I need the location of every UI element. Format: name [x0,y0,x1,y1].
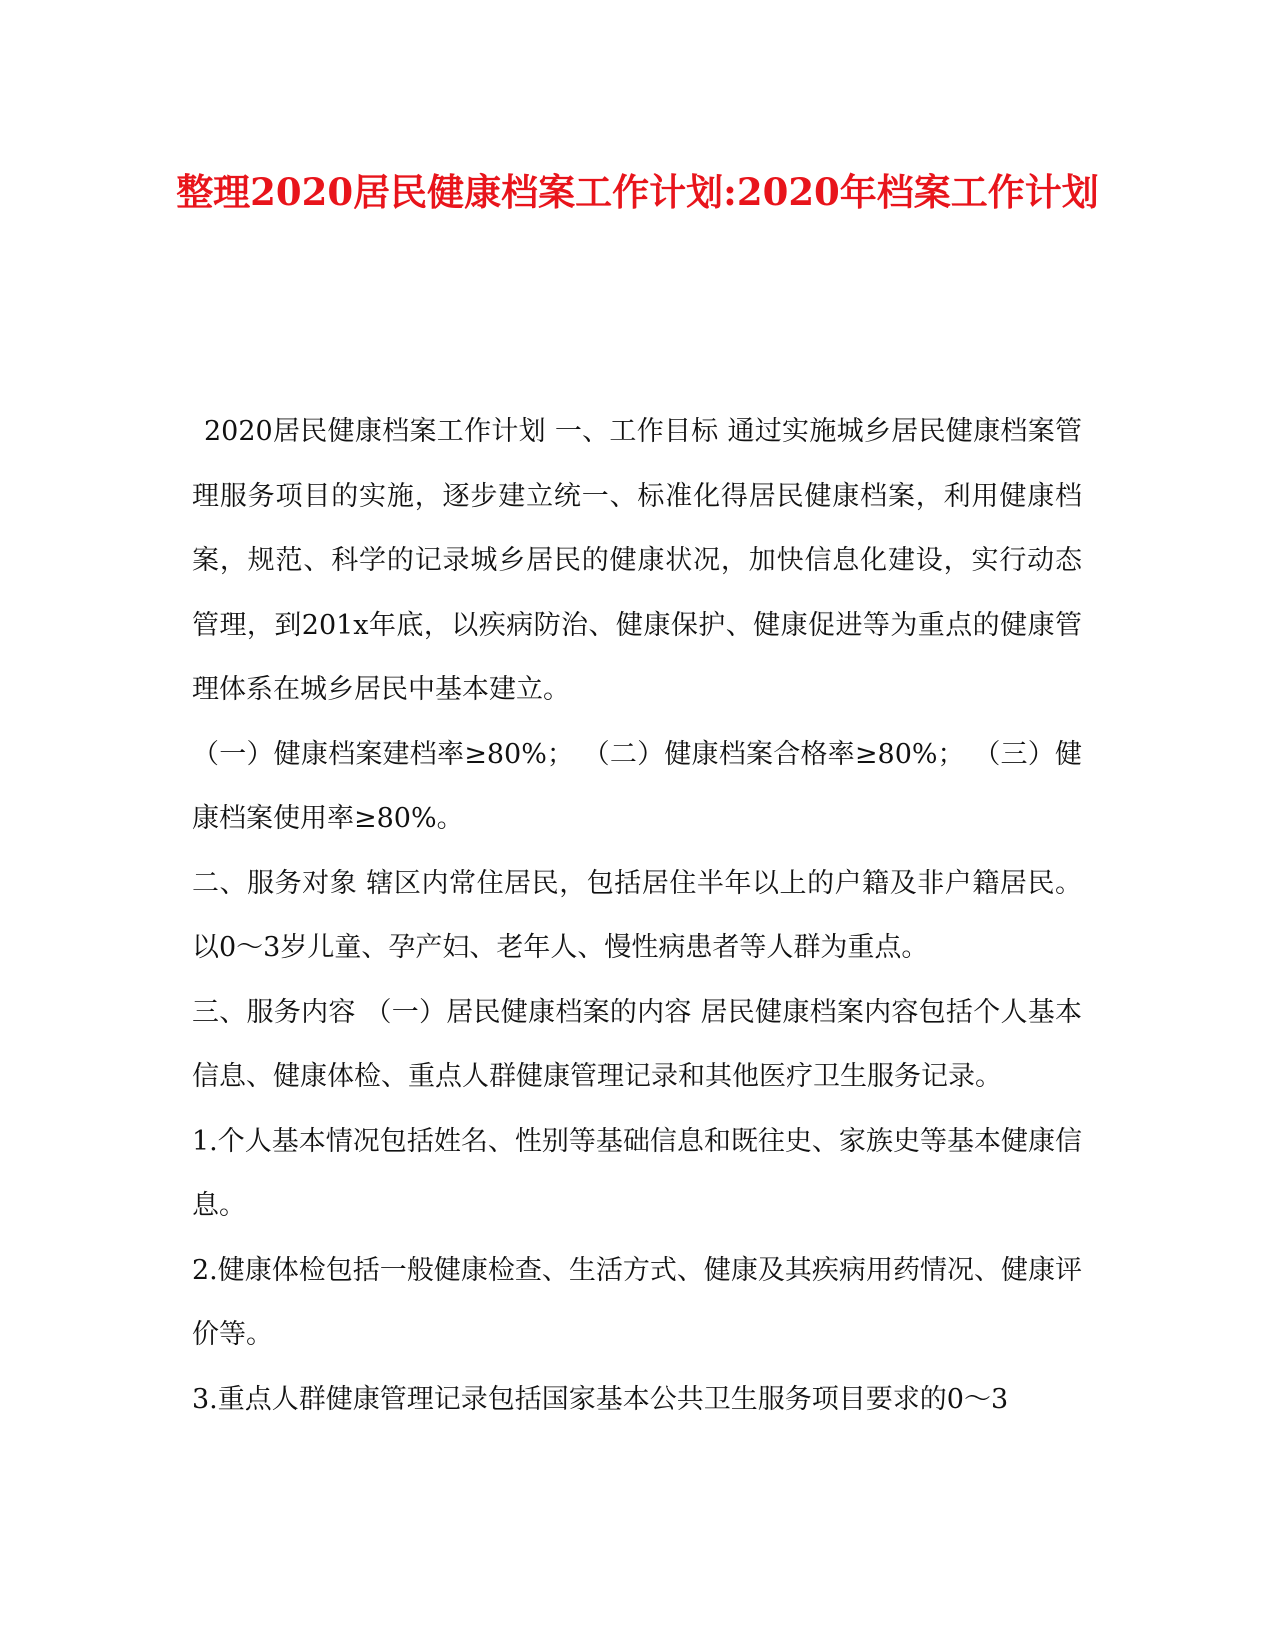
paragraph-work-goal: 2020居民健康档案工作计划 一、工作目标 通过实施城乡居民健康档案管理服务项目的实施，逐步建立统一、标准化得居民健康档案，利用健康档案，规范、科学的记录城乡居民的健康状况，加快信息化建设，实行动态管理，到201x年底，以疾病防治、健康保护、健康促进等为重点的健康管理体系在城乡居民中基本建立。 [192,416,1082,705]
paragraph-targets: （一）健康档案建档率≥80%； （二）健康档案合格率≥80%； （三）健康档案使用率≥80%。 [192,738,1082,834]
document-body [192,400,1082,1432]
paragraph-item-1: 1.个人基本情况包括姓名、性别等基础信息和既往史、家族史等基本健康信息。 [192,1125,1082,1221]
paragraph-item-2: 2.健康体检包括一般健康检查、生活方式、健康及其疾病用药情况、健康评价等。 [192,1254,1082,1350]
paragraph-service-content: 三、服务内容 （一）居民健康档案的内容 居民健康档案内容包括个人基本信息、健康体检、重点人群健康管理记录和其他医疗卫生服务记录。 [192,996,1082,1092]
document-title: 整理2020居民健康档案工作计划:2020年档案工作计划 [176,170,1099,214]
paragraph-service-target: 二、服务对象 辖区内常住居民，包括居住半年以上的户籍及非户籍居民。以0～3岁儿童、孕产妇、老年人、慢性病患者等人群为重点。 [192,867,1082,963]
paragraph-item-3: 3.重点人群健康管理记录包括国家基本公共卫生服务项目要求的0～3 [192,1383,1009,1415]
